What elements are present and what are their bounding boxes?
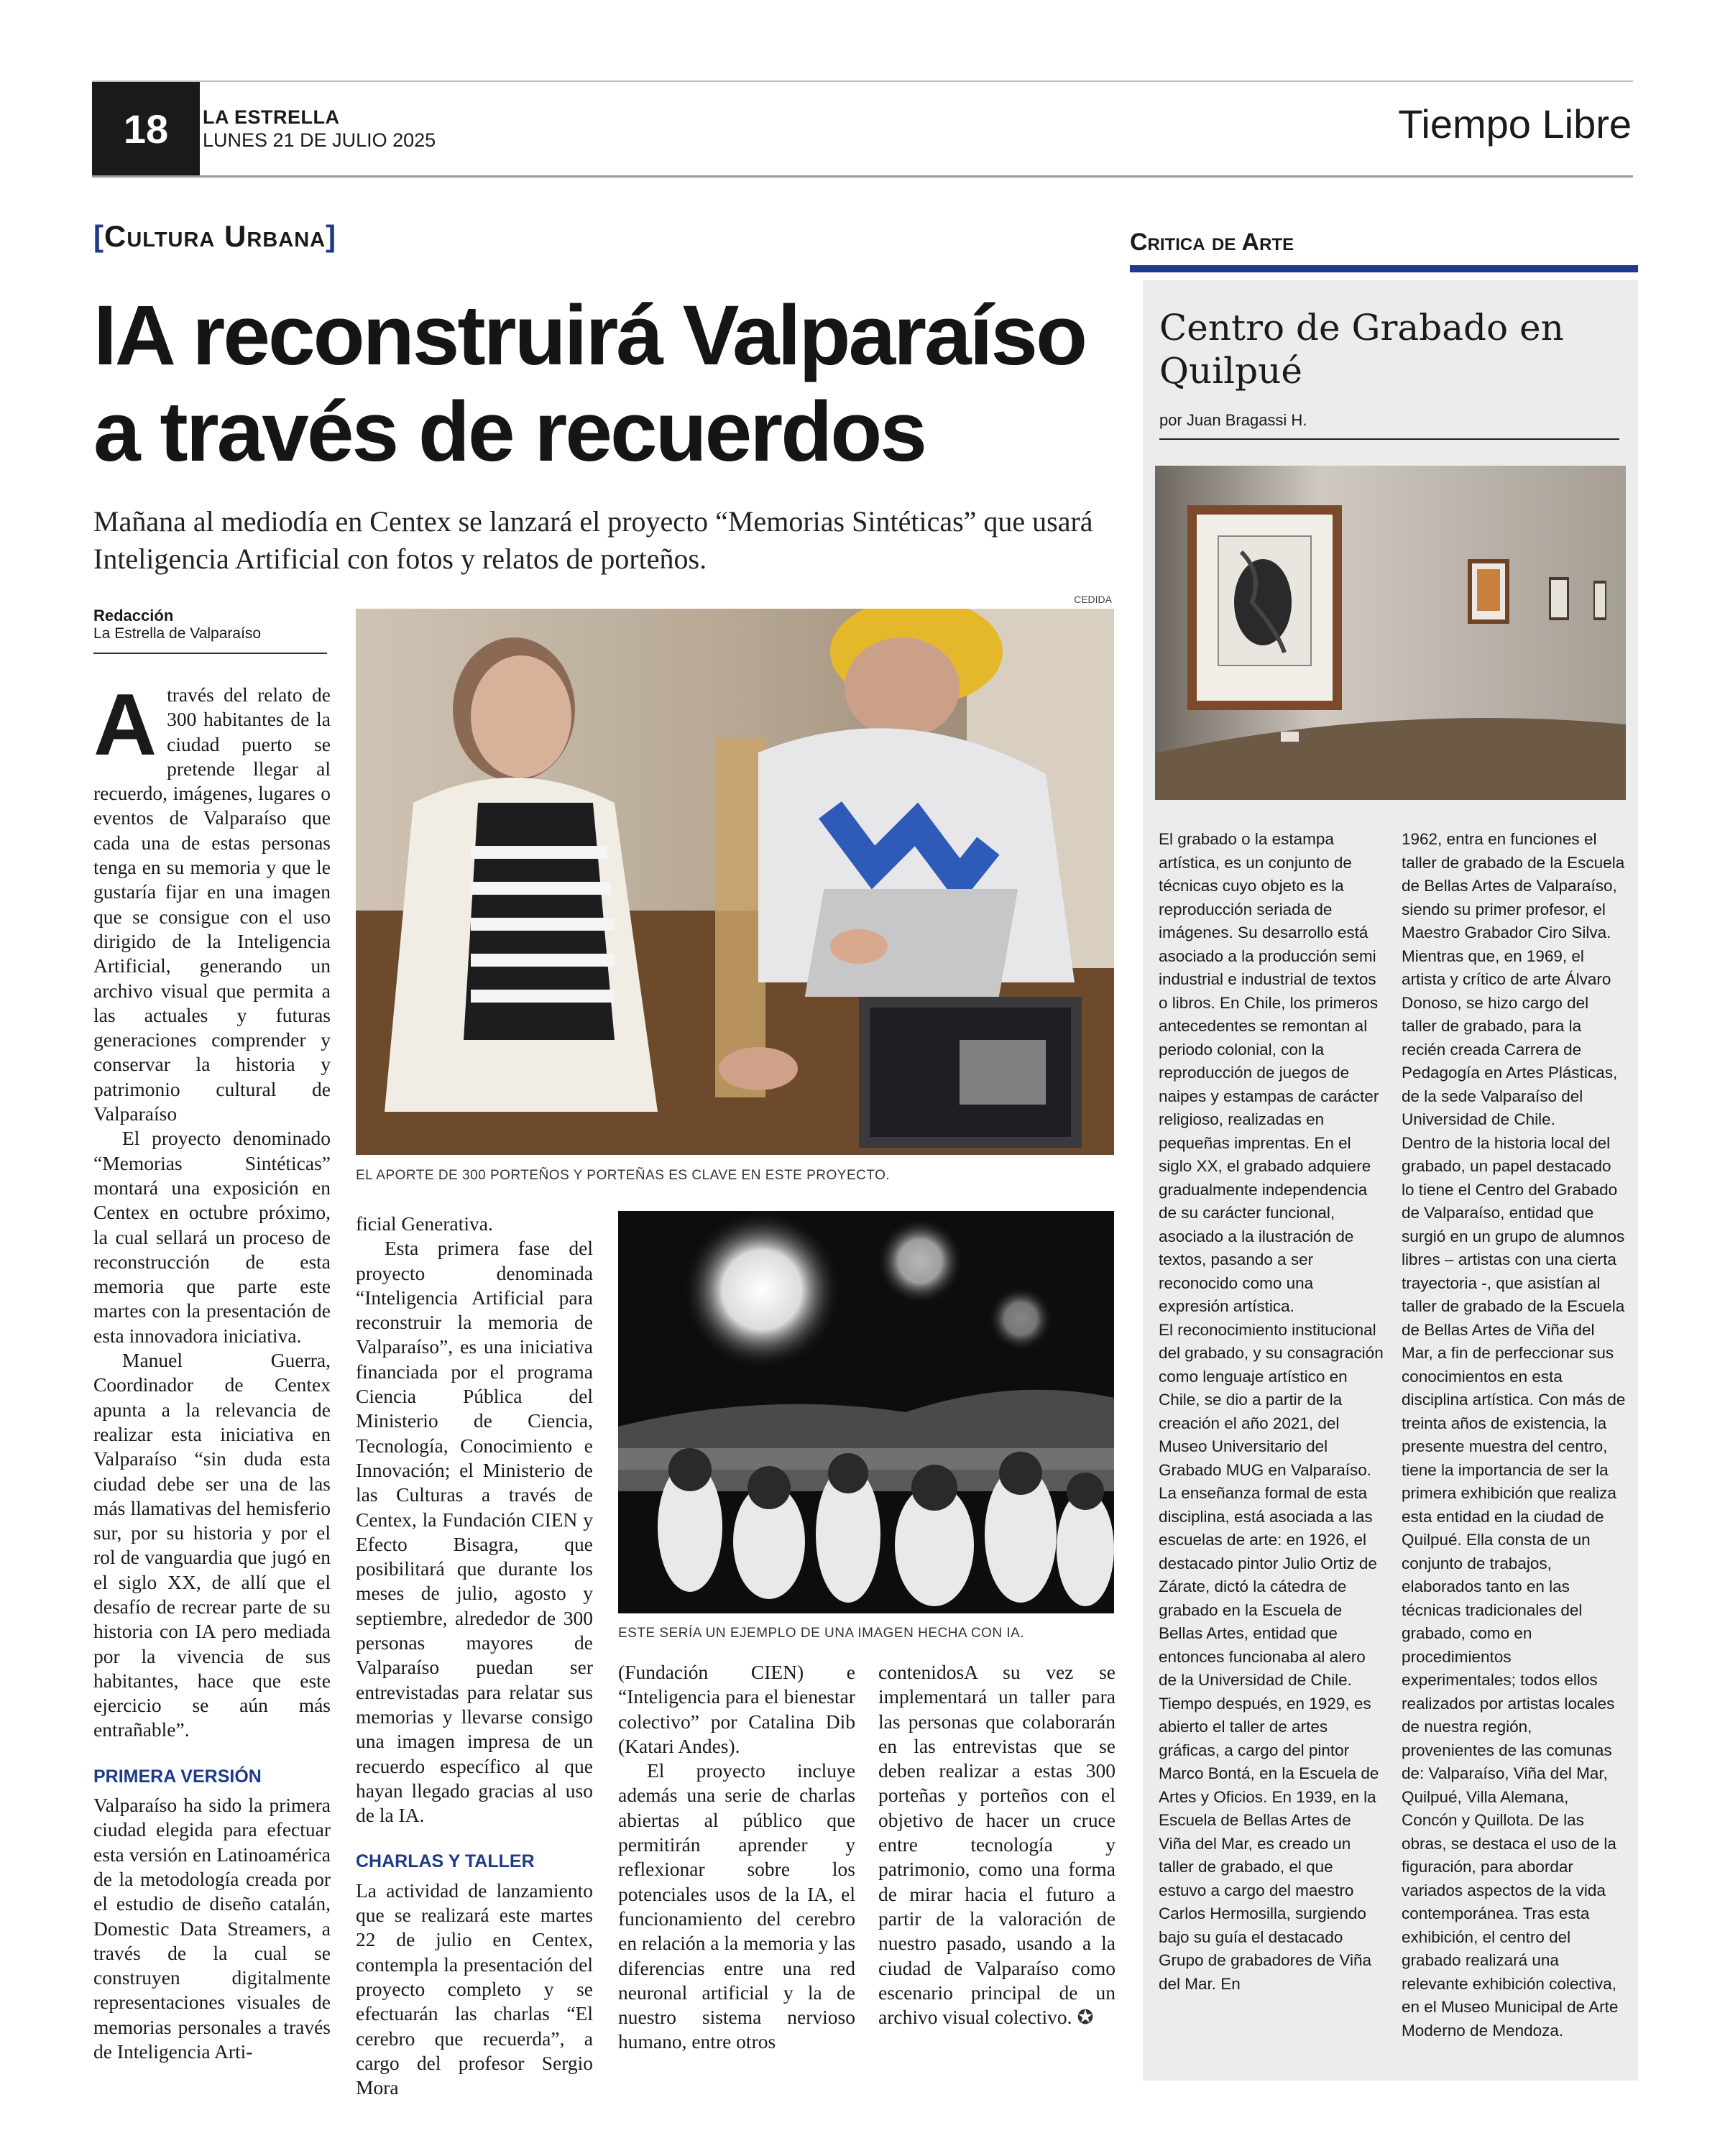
sidebar-paragraph: El grabado o la estampa artística, es un conjunto de técnicas cuyo objeto es la reproducción seriada de imágenes. Su desarrollo está asociado a la producción semi industrial e industrial de textos o libros. En Chile, los primeros antecedentes se remontan al periodo colonial, con la reproducción de juegos de naipes y estampas de carácter religioso, realizadas en pequeñas imprentas. En el siglo XX, el grabado adquiere gradualmente independencia de su carácter funcional, asociado a la ilustración de textos, pasando a ser reconocido como una expresión artística.: [1159, 830, 1379, 1315]
article-paragraph: La actividad de lanzamiento que se realizará este martes 22 de julio en Centex, contempla la presentación del proyecto completo y se efectuarán las charlas “El cerebro que recuerda”, a cargo del profesor Sergio Mora: [356, 1879, 593, 2099]
article-paragraph: El proyecto denominado “Memorias Sintéticas” montará una exposición en Centex en octubre próximo, la cual sellará un proceso de reconstrucción de esta memoria que parte este martes con la presentación de esta innovadora iniciativa.: [93, 1127, 331, 1347]
sidebar-byline: por Juan Bragassi H.: [1159, 411, 1619, 440]
photo-interview-illustration: [356, 609, 1114, 1155]
kicker-text: Cultura Urbana: [104, 219, 326, 253]
article-paragraph: Manuel Guerra, Coordinador de Centex apunta a la relevancia de realizar esta iniciativa en Valparaíso “sin duda esta ciudad debe ser una de las más llamativas del hemisferio sur, por su historia y por el rol de vanguardia que jugó en el siglo XX, de allí que el desafío de recrear parte de su historia con IA pero mediada por la vivencia de sus habitantes, hace que este ejercicio se aún más entrañable”.: [93, 1349, 331, 1741]
subhead-charlas-taller: CHARLAS Y TALLER: [356, 1851, 535, 1872]
article-paragraph: (Fundación CIEN) e “Inteligencia para el bienestar colectivo” por Catalina Dib (Katari Andes).: [618, 1661, 855, 1757]
article-deck: Mañana al mediodía en Centex se lanzará el proyecto “Memorias Sintéticas” que usará Inteligencia Artificial con fotos y relatos de porteños.: [93, 505, 1093, 575]
paragraph-text: través del relato de 300 habitantes de la ciudad puerto se pretende llegar al recuerdo, imágenes, lugares o eventos de Valparaíso que cada una de estas personas tenga en su memoria y que le gustaría fijar en una imagen que se consigue con el uso dirigido de la Inteligencia Artificial, generando un archivo visual que permita a las actuales y futuras generaciones comprender y conservar la historia y patrimonio cultural de Valparaíso: [93, 683, 331, 1125]
photo-ai-fireworks-illustration: [618, 1211, 1114, 1613]
article-column-4: [878, 1660, 1116, 2030]
paper-date: LUNES 21 DE JULIO 2025: [203, 129, 436, 151]
article-paragraph: Valparaíso ha sido la primera ciudad elegida para efectuar esta versión en Latinoamérica de la metodología creada por el estudio de diseño catalán, Domestic Data Streamers, a través de la cual se construyen digitalmente representaciones visuales de memorias personales a través de Inteligencia Arti-: [93, 1794, 331, 2063]
caption-interview: EL APORTE DE 300 PORTEÑOS Y PORTEÑAS ES CLAVE EN ESTE PROYECTO.: [356, 1168, 891, 1183]
article-column-2: [356, 1212, 593, 2100]
dropcap: A: [93, 676, 157, 773]
article-paragraph: Esta primera fase del proyecto denominada “Inteligencia Artificial para reconstruir la memoria de Valparaíso”, es una iniciativa financiada por el programa Ciencia Pública del Ministerio de Ciencia, Tecnología, Conocimiento e Innovación; el Ministerio de las Culturas a través de Centex, la Fundación CIEN y Efecto Bisagra, que posibilitará que durante los meses de julio, agosto y septiembre, alrededor de 300 personas mayores de Valparaíso puedan ser entrevistadas para relatar sus memorias y llevarse consigo una imagen impresa de un recuerdo específico al que hayan llegado gracias al uso de la IA.: [356, 1237, 593, 1827]
sidebar-title: Centro de Grabado en Quilpué: [1159, 307, 1564, 392]
section-name: Tiempo Libre: [1398, 101, 1632, 147]
header-rule: [92, 175, 1633, 178]
sidebar-column-2: [1402, 828, 1626, 2042]
photo-credit: CEDIDA: [1074, 594, 1112, 605]
article-kicker: [93, 219, 336, 254]
article-headline: IA reconstruirá Valparaíso a través de recuerdos: [93, 288, 1086, 479]
kicker-bracket-open: [: [93, 219, 104, 253]
sidebar-section-title: Critica de Arte: [1130, 229, 1638, 272]
photo-gallery-illustration: [1155, 466, 1626, 800]
caption-ai-fireworks: ESTE SERÍA UN EJEMPLO DE UNA IMAGEN HECHA CON IA.: [618, 1626, 1025, 1641]
article-column-1: [93, 676, 331, 2064]
sidebar-paragraph: Dentro de la historia local del grabado, un papel destacado lo tiene el Centro del Grabado de Valparaíso, entidad que surgió en un grupo de alumnos libres – artistas con una cierta trayectoria -, que asistían al taller de grabado de la Escuela de Bellas Artes de Viña del Mar, a fin de perfeccionar sus conocimientos en esta disciplina artística. Con más de treinta años de existencia, la presente muestra del centro, tiene la importancia de ser la primera exhibición que realiza esta entidad en la ciudad de Quilpué. Ella consta de un conjunto de trabajos, elaborados tanto en las técnicas tradicionales del grabado, como en procedimientos experimentales; todos ellos realizados por artistas locales de nuestra región, provenientes de las comunas de: Valparaíso, Viña del Mar, Quilpué, Villa Alemana, Concón y Quillota. De las obras, se destaca el uso de la figuración, para abordar variados aspectos de la vida contemporánea. Tras esta exhibición, el centro del grabado realizará una relevante exhibición colectiva, en el Museo Municipal de Arte Moderno de Mendoza.: [1402, 1133, 1626, 2040]
article-paragraph: El proyecto incluye además una serie de charlas abiertas al público que permitirán aprender y reflexionar sobre los potenciales usos de la IA, el funcionamiento del cerebro en relación a la memoria y las diferencias entre una red neuronal artificial y la de nuestro sistema nervioso humano, entre otros: [618, 1759, 855, 2053]
kicker-bracket-close: ]: [326, 219, 337, 253]
article-paragraph: [878, 1660, 1116, 2030]
article-paragraph: ficial Generativa.: [356, 1212, 493, 1235]
paragraph-text: contenidosA su vez se implementará un taller para las personas que colaborarán en las entrevistas que se deben realizar a estas 300 porteñas y porteños con el objetivo de hacer un cruce entre tecnología y patrimonio, como una forma de mirar hacia el futuro a partir de la valoración de nuestro pasado, usando a la ciudad de Valparaíso como escenario principal de un archivo visual colectivo.: [878, 1661, 1116, 2029]
article-column-3: [618, 1660, 855, 2055]
sidebar-column-1: [1159, 828, 1385, 1996]
sidebar-paragraph: El reconocimiento institucional del grabado, y su consagración como lenguaje artístico en Chile, se dio a partir de la creación el año 2021, del Museo Universitario del Grabado MUG en Valparaíso.: [1159, 1320, 1384, 1479]
top-rule: [92, 80, 1633, 82]
photo-gallery: [1155, 466, 1626, 800]
end-mark-icon: ✪: [1077, 2006, 1094, 2029]
subhead-primera-version: PRIMERA VERSIÓN: [93, 1766, 262, 1787]
paper-name: LA ESTRELLA: [203, 106, 340, 128]
photo-interview: [356, 609, 1114, 1155]
sidebar-paragraph: La enseñanza formal de esta disciplina, está asociada a las escuelas de arte: en 1926, el destacado pintor Julio Ortiz de Zárate, dictó la cátedra de grabado en la Escuela de Bellas Artes, entidad que entonces funcionaba al alero de la Universidad de Chile. Tiempo después, en 1929, es abierto el taller de artes gráficas, a cargo del pintor Marco Bontá, en la Escuela de Artes y Oficios. En 1939, en la Escuela de Bellas Artes de Viña del Mar, es creado un taller de grabado, el que estuvo a cargo del maestro Carlos Hermosilla, surgiendo bajo su guía el destacado Grupo de grabadores de Viña del Mar. En: [1159, 1484, 1379, 1993]
article-byline: [93, 607, 327, 654]
page-number: 18: [92, 82, 200, 175]
article-paragraph: [93, 676, 331, 1126]
byline-name: Redacción: [93, 607, 174, 625]
byline-org: La Estrella de Valparaíso: [93, 625, 262, 642]
photo-ai-fireworks: [618, 1211, 1114, 1613]
sidebar-paragraph: 1962, entra en funciones el taller de grabado de la Escuela de Bellas Artes de Valparaíso, siendo su primer profesor, el Maestro Grabador Ciro Silva. Mientras que, en 1969, el artista y crítico de arte Álvaro Donoso, se hizo cargo del taller de grabado, para la recién creada Carrera de Pedagogía en Artes Plásticas, de la sede Valparaíso del Universidad de Chile.: [1402, 830, 1625, 1128]
